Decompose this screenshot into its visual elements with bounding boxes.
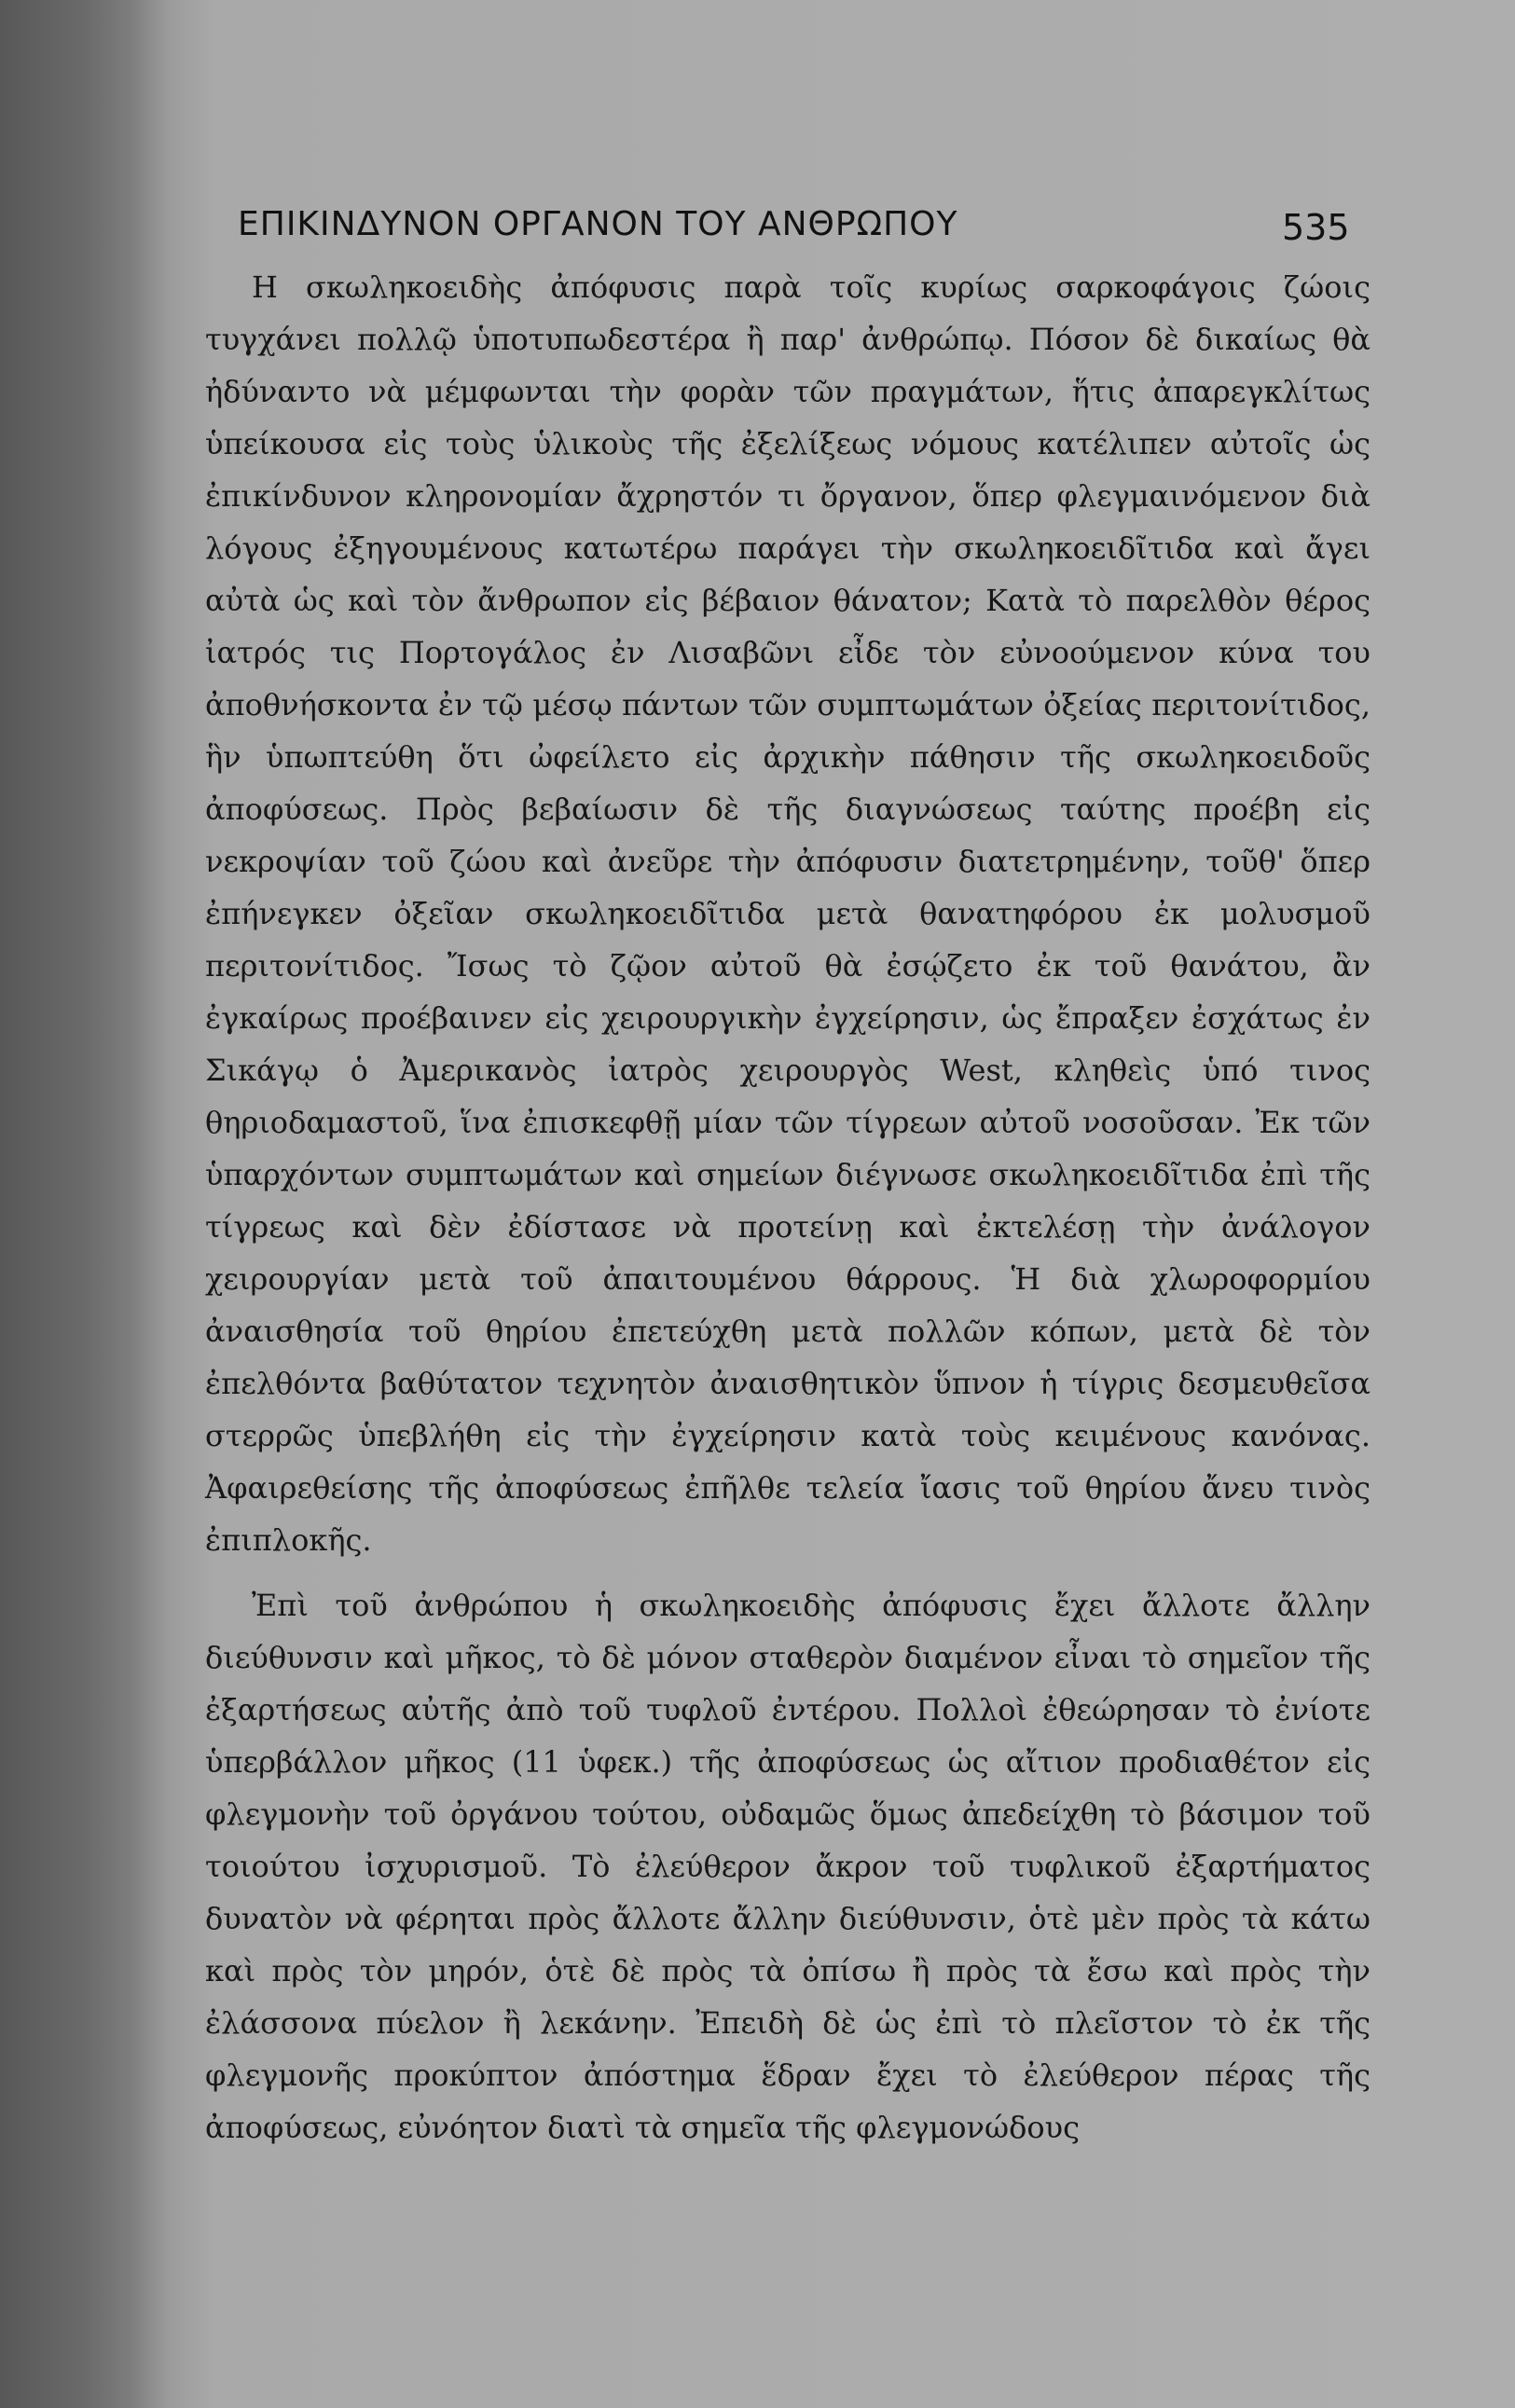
running-title: ΕΠΙΚΙΝΔΥΝΟΝ ΟΡΓΑΝΟΝ ΤΟΥ ΑΝΘΡΩΠΟΥ [238,205,958,243]
page-header [177,140,1389,248]
paragraph-1: Η σκωληκοειδὴς ἀπόφυσις παρὰ τοῖς κυρίως σαρκοφάγοις ζώοις τυγχάνει πολλῷ ὑποτυπωδεστέρα ἢ παρ' ἀνθρώπῳ. Πόσον δὲ δικαίως θὰ ἠδύναντο νὰ μέμφωνται τὴν φορὰν τῶν πραγμάτων, ἥτις ἀπαρεγκλίτως ὑπείκουσα εἰς τοὺς ὑλικοὺς τῆς ἐξελίξεως νόμους κατέλιπεν αὐτοῖς ὡς ἐπικίνδυνον κληρονομίαν ἄχρηστόν τι ὄργανον, ὅπερ φλεγμαινόμενον διὰ λόγους ἐξηγουμένους κατωτέρω παράγει τὴν σκωληκοειδῖτιδα καὶ ἄγει αὐτὰ ὡς καὶ τὸν ἄνθρωπον εἰς βέβαιον θάνατον; Κατὰ τὸ παρελθὸν θέρος ἰατρός τις Πορτογάλος ἐν Λισαβῶνι εἶδε τὸν εὐνοούμενον κύνα του ἀποθνήσκοντα ἐν τῷ μέσῳ πάντων τῶν συμπτωμάτων ὀξείας περιτονίτιδος, ἣν ὑπωπτεύθη ὅτι ὠφείλετο εἰς ἀρχικὴν πάθησιν τῆς σκωληκοειδοῦς ἀποφύσεως. Πρὸς βεβαίωσιν δὲ τῆς διαγνώσεως ταύτης προέβη εἰς νεκροψίαν τοῦ ζώου καὶ ἀνεῦρε τὴν ἀπόφυσιν διατετρημένην, τοῦθ' ὅπερ ἐπήνεγκεν ὀξεῖαν σκωληκοειδῖτιδα μετὰ θανατηφόρου ἐκ μολυσμοῦ περιτονίτιδος. Ἴσως τὸ ζῷον αὐτοῦ θὰ ἐσῴζετο ἐκ τοῦ θανάτου, ἂν ἐγκαίρως προέβαινεν εἰς χειρουργικὴν ἐγχείρησιν, ὡς ἔπραξεν ἐσχάτως ἐν Σικάγῳ ὁ Ἀμερικανὸς ἰατρὸς χειρουργὸς West, κληθεὶς ὑπό τινος θηριοδαμαστοῦ, ἵνα ἐπισκεφθῇ μίαν τῶν τίγρεων αὐτοῦ νοσοῦσαν. Ἐκ τῶν ὑπαρχόντων συμπτωμάτων καὶ σημείων διέγνωσε σκωληκοειδῖτιδα ἐπὶ τῆς τίγρεως καὶ δὲν ἐδίστασε νὰ προτείνῃ καὶ ἐκτελέσῃ τὴν ἀνάλογον χειρουργίαν μετὰ τοῦ ἀπαιτουμένου θάρρους. Ἡ διὰ χλωροφορμίου ἀναισθησία τοῦ θηρίου ἐπετεύχθη μετὰ πολλῶν κόπων, μετὰ δὲ τὸν ἐπελθόντα βαθύτατον τεχνητὸν ἀναισθητικὸν ὕπνον ἡ τίγρις δεσμευθεῖσα στερρῶς ὑπεβλήθη εἰς τὴν ἐγχείρησιν κατὰ τοὺς κειμένους κανόνας. Ἀφαιρεθείσης τῆς ἀποφύσεως ἐπῆλθε τελεία ἴασις τοῦ θηρίου ἄνευ τινὸς ἐπιπλοκῆς. [205,269,1370,1558]
book-page [177,140,1389,2284]
body-text [205,261,1370,2153]
page-number: 535 [1282,207,1350,248]
paragraph-2: Ἐπὶ τοῦ ἀνθρώπου ἡ σκωληκοειδὴς ἀπόφυσις ἔχει ἄλλοτε ἄλλην διεύθυνσιν καὶ μῆκος, τὸ δὲ μόνον σταθερὸν διαμένον εἶναι τὸ σημεῖον τῆς ἐξαρτήσεως αὐτῆς ἀπὸ τοῦ τυφλοῦ ἐντέρου. Πολλοὶ ἐθεώρησαν τὸ ἐνίοτε ὑπερβάλλον μῆκος (11 ὑφεκ.) τῆς ἀποφύσεως ὡς αἴτιον προδιαθέτον εἰς φλεγμονὴν τοῦ ὀργάνου τούτου, οὐδαμῶς ὅμως ἀπεδείχθη τὸ βάσιμον τοῦ τοιούτου ἰσχυρισμοῦ. Τὸ ἐλεύθερον ἄκρον τοῦ τυφλικοῦ ἐξαρτήματος δυνατὸν νὰ φέρηται πρὸς ἄλλοτε ἄλλην διεύθυνσιν, ὁτὲ μὲν πρὸς τὰ κάτω καὶ πρὸς τὸν μηρόν, ὁτὲ δὲ πρὸς τὰ ὀπίσω ἢ πρὸς τὰ ἔσω καὶ πρὸς τὴν ἐλάσσονα πύελον ἢ λεκάνην. Ἐπειδὴ δὲ ὡς ἐπὶ τὸ πλεῖστον τὸ ἐκ τῆς φλεγμονῆς προκύπτον ἀπόστημα ἕδραν ἔχει τὸ ἐλεύθερον πέρας τῆς ἀποφύσεως, εὐνόητον διατὶ τὰ σημεῖα τῆς φλεγμονώδους [205,1588,1370,2145]
